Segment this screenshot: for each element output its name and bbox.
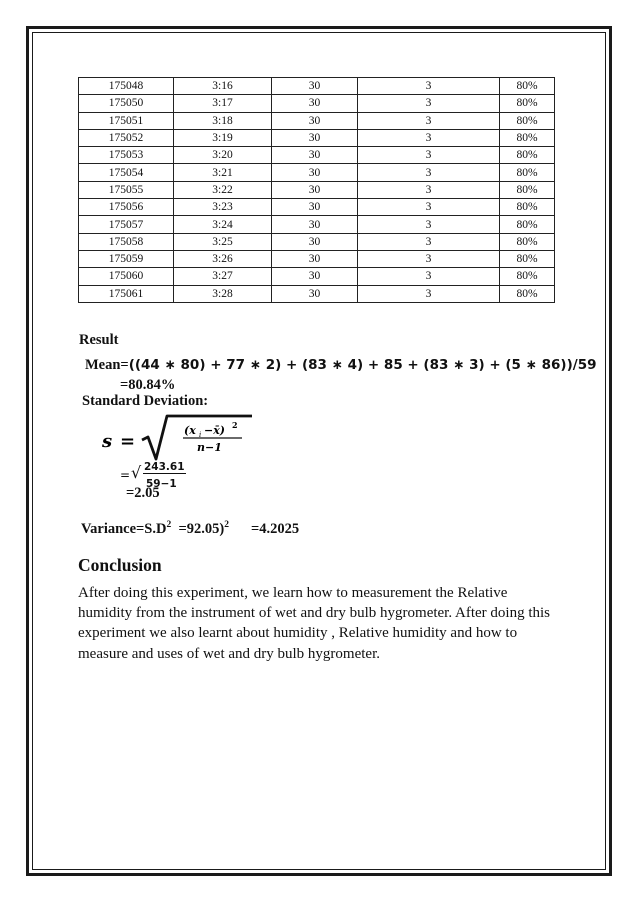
table-row [79, 250, 555, 267]
table-cell: 3:16 [174, 78, 272, 95]
table-cell: 3:17 [174, 95, 272, 112]
table-cell: 3:19 [174, 129, 272, 146]
table-cell: 30 [272, 250, 358, 267]
table-cell: 30 [272, 199, 358, 216]
table-cell: 3 [358, 199, 500, 216]
table-cell: 80% [500, 285, 555, 302]
standard-deviation-formula [92, 413, 254, 463]
table-cell: 3 [358, 147, 500, 164]
table-cell: 175059 [79, 250, 174, 267]
table-row [79, 78, 555, 95]
result-heading: Result [79, 332, 119, 348]
standard-deviation-value: =2.05 [126, 485, 160, 501]
table-cell: 30 [272, 147, 358, 164]
variance-equation [81, 520, 299, 538]
sd-equals-sign: = [120, 468, 131, 482]
table-cell: 175050 [79, 95, 174, 112]
mean-equation [85, 357, 596, 374]
table-row [79, 216, 555, 233]
table-cell: 175057 [79, 216, 174, 233]
table-cell: 30 [272, 181, 358, 198]
table-body [79, 78, 555, 303]
table-cell: 3:25 [174, 233, 272, 250]
table-cell: 80% [500, 147, 555, 164]
table-cell: 3:18 [174, 112, 272, 129]
table-cell: 30 [272, 129, 358, 146]
table-cell: 3:23 [174, 199, 272, 216]
table-cell: 3 [358, 250, 500, 267]
table-row [79, 129, 555, 146]
table-cell: 175048 [79, 78, 174, 95]
table-cell: 175058 [79, 233, 174, 250]
table-row [79, 95, 555, 112]
table-cell: 3:27 [174, 268, 272, 285]
sd-denominator: 59−1 [146, 478, 177, 490]
table-cell: 175054 [79, 164, 174, 181]
table-cell: 3 [358, 78, 500, 95]
table-cell: 30 [272, 233, 358, 250]
table-cell: 80% [500, 181, 555, 198]
mean-label: Mean= [85, 357, 129, 373]
table-cell: 30 [272, 285, 358, 302]
table-row [79, 268, 555, 285]
table-cell: 80% [500, 129, 555, 146]
sd-numerator: 243.61 [144, 461, 185, 473]
table-cell: 80% [500, 95, 555, 112]
table-cell: 30 [272, 78, 358, 95]
table-cell: 3 [358, 181, 500, 198]
variance-superscript-2: 2 [224, 520, 229, 530]
table-cell: 30 [272, 268, 358, 285]
table-cell: 80% [500, 250, 555, 267]
table-row [79, 147, 555, 164]
table-cell: 3 [358, 112, 500, 129]
table-cell: 80% [500, 216, 555, 233]
formula-numerator: (x [184, 424, 196, 437]
formula-lhs: s [102, 431, 113, 452]
table-cell: 3 [358, 285, 500, 302]
formula-equals: = [120, 431, 136, 452]
table-cell: 3 [358, 233, 500, 250]
table-cell: 3 [358, 216, 500, 233]
data-table [78, 77, 555, 303]
variance-middle: =92.05) [178, 520, 225, 537]
table-cell: 30 [272, 164, 358, 181]
mean-value: =80.84% [120, 377, 176, 393]
table-cell: 3 [358, 129, 500, 146]
table-cell: 3:24 [174, 216, 272, 233]
conclusion-heading: Conclusion [78, 555, 162, 575]
table-cell: 3:20 [174, 147, 272, 164]
table-cell: 3:26 [174, 250, 272, 267]
table-cell: 30 [272, 95, 358, 112]
table-cell: 30 [272, 216, 358, 233]
table-row [79, 199, 555, 216]
table-cell: 3 [358, 164, 500, 181]
formula-exponent: 2 [232, 420, 238, 430]
table-row [79, 112, 555, 129]
variance-superscript-1: 2 [166, 520, 172, 530]
table-cell: 3:28 [174, 285, 272, 302]
conclusion-paragraph: After doing this experiment, we learn how to measurement the Relative humidity from the instrument of wet and dry bulb hygrometer. After doing this experiment we also learnt about humidity , Relative humidity and how to measure and uses of wet and dry bulb hygrometer. [78, 585, 551, 662]
table-cell: 3:22 [174, 181, 272, 198]
table-cell: 175060 [79, 268, 174, 285]
mean-expression: ((44 ∗ 80) + 77 ∗ 2) + (83 ∗ 4) + 85 + (83 ∗ 3) + (5 ∗ 86))/59 [128, 357, 597, 373]
table-cell: 175056 [79, 199, 174, 216]
table-cell: 175061 [79, 285, 174, 302]
table-cell: 80% [500, 268, 555, 285]
table-cell: 175053 [79, 147, 174, 164]
formula-denominator: n−1 [197, 441, 222, 454]
table-cell: 175052 [79, 129, 174, 146]
table-cell: 80% [500, 164, 555, 181]
table-cell: 3 [358, 268, 500, 285]
table-cell: 175051 [79, 112, 174, 129]
square-root-icon: √ [131, 463, 142, 482]
table-cell: 3:21 [174, 164, 272, 181]
table-cell: 30 [272, 112, 358, 129]
formula-minus-xbar: −x̄) [204, 424, 225, 437]
table-cell: 175055 [79, 181, 174, 198]
table-row [79, 233, 555, 250]
table-cell: 80% [500, 78, 555, 95]
variance-prefix: Variance=S.D [81, 520, 167, 537]
table-cell: 80% [500, 112, 555, 129]
variance-result: =4.2025 [250, 520, 300, 537]
standard-deviation-label: Standard Deviation: [82, 393, 209, 409]
table-row [79, 285, 555, 302]
table-row [79, 164, 555, 181]
table-cell: 80% [500, 199, 555, 216]
formula-subscript: i [199, 431, 202, 439]
table-cell: 80% [500, 233, 555, 250]
table-row [79, 181, 555, 198]
table-cell: 3 [358, 95, 500, 112]
